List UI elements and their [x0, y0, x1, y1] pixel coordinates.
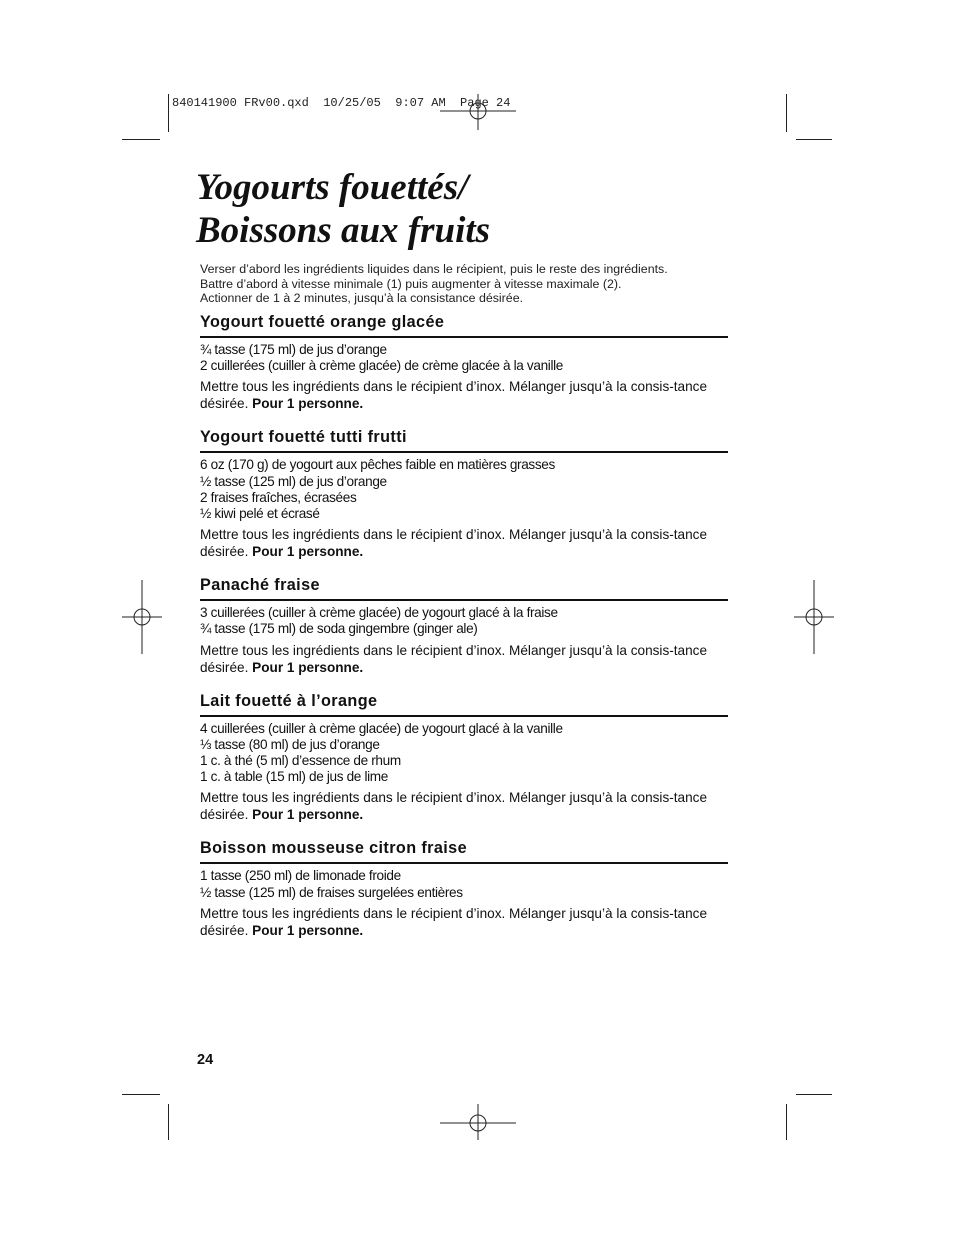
- registration-mark-top-icon: [440, 94, 516, 130]
- ingredient-list: [200, 868, 728, 900]
- recipe-lait-fouette-orange: [200, 690, 728, 824]
- ingredient-list: [200, 342, 728, 374]
- recipe-citron-fraise: [200, 837, 728, 938]
- ingredient-list: [200, 605, 728, 637]
- ingredient-line: ¾ tasse (175 ml) de jus d’orange: [200, 342, 387, 357]
- registration-mark-right-icon: [794, 580, 834, 654]
- recipe-method: [200, 642, 728, 676]
- ingredient-line: 1 c. à table (15 ml) de jus de lime: [200, 769, 388, 785]
- page-title-line-2: Boissons aux fruits: [196, 210, 491, 251]
- crop-mark-top-right-vertical: [786, 94, 787, 132]
- method-text: Mettre tous les ingrédients dans le récipient d’inox. Mélanger jusqu’à la consis-tance désirée.: [200, 790, 708, 823]
- recipe-method: [200, 905, 728, 939]
- page-title: [196, 166, 796, 252]
- page-title-line-1: Yogourts fouettés/: [196, 167, 469, 208]
- ingredient-line: ½ tasse (125 ml) de jus d’orange: [200, 473, 387, 489]
- registration-mark-bottom-icon: [440, 1104, 516, 1140]
- ingredient-line: 1 c. à thé (5 ml) d’essence de rhum: [200, 753, 401, 769]
- crop-mark-bottom-right-vertical: [786, 1104, 787, 1140]
- recipe-panache-fraise: [200, 574, 728, 675]
- page-number: 24: [197, 1052, 214, 1068]
- recipe-heading: Lait fouetté à l’orange: [200, 690, 728, 717]
- ingredient-line: ⅓ tasse (80 ml) de jus d’orange: [200, 736, 380, 752]
- crop-mark-bottom-left-horizontal: [122, 1094, 160, 1095]
- intro-line: Verser d’abord les ingrédients liquides dans le récipient, puis le reste des ingrédients.: [200, 262, 668, 276]
- serving-note: Pour 1 personne.: [252, 807, 364, 823]
- recipe-method: [200, 526, 728, 560]
- print-slug: 840141900 FRv00.qxd 10/25/05 9:07 AM Page 24: [172, 96, 511, 110]
- serving-note: Pour 1 personne.: [252, 544, 364, 560]
- recipe-orange-glacee: [200, 311, 728, 412]
- ingredient-list: [200, 457, 728, 522]
- ingredient-line: ¾ tasse (175 ml) de soda gingembre (ginger ale): [200, 621, 478, 637]
- ingredient-line: ½ kiwi pelé et écrasé: [200, 506, 320, 522]
- serving-note: Pour 1 personne.: [252, 922, 364, 938]
- ingredient-line: 6 oz (170 g) de yogourt aux pêches faible en matières grasses: [200, 457, 555, 473]
- recipe-heading: Yogourt fouetté tutti frutti: [200, 426, 728, 453]
- registration-mark-left-icon: [122, 580, 162, 654]
- crop-mark-top-right-horizontal: [796, 139, 832, 140]
- recipe-method: [200, 789, 728, 823]
- recipe-heading: Boisson mousseuse citron fraise: [200, 837, 728, 864]
- intro-line: Battre d’abord à vitesse minimale (1) puis augmenter à vitesse maximale (2).: [200, 276, 622, 291]
- ingredient-line: 4 cuillerées (cuiller à crème glacée) de yogourt glacé à la vanille: [200, 720, 563, 736]
- crop-mark-top-left-vertical: [168, 94, 169, 132]
- method-text: Mettre tous les ingrédients dans le récipient d’inox. Mélanger jusqu’à la consis-tance désirée.: [200, 379, 708, 412]
- serving-note: Pour 1 personne.: [252, 396, 364, 412]
- crop-mark-bottom-left-vertical: [168, 1104, 169, 1140]
- ingredient-line: 2 cuillerées (cuiller à crème glacée) de crème glacée à la vanille: [200, 358, 563, 374]
- method-text: Mettre tous les ingrédients dans le récipient d’inox. Mélanger jusqu’à la consis-tance désirée.: [200, 642, 708, 675]
- recipe-heading: Panaché fraise: [200, 574, 728, 601]
- recipe-heading: Yogourt fouetté orange glacée: [200, 311, 728, 338]
- ingredient-line: 3 cuillerées (cuiller à crème glacée) de yogourt glacé à la fraise: [200, 605, 558, 621]
- recipe-method: [200, 378, 728, 412]
- crop-mark-top-left-horizontal: [122, 139, 160, 140]
- crop-mark-bottom-right-horizontal: [796, 1094, 832, 1095]
- method-text: Mettre tous les ingrédients dans le récipient d’inox. Mélanger jusqu’à la consis-tance désirée.: [200, 905, 708, 938]
- serving-note: Pour 1 personne.: [252, 659, 364, 675]
- ingredient-line: ½ tasse (125 ml) de fraises surgelées entières: [200, 884, 463, 900]
- intro-line: Actionner de 1 à 2 minutes, jusqu’à la consistance désirée.: [200, 291, 524, 306]
- ingredient-line: 1 tasse (250 ml) de limonade froide: [200, 868, 401, 884]
- method-text: Mettre tous les ingrédients dans le récipient d’inox. Mélanger jusqu’à la consis-tance désirée.: [200, 527, 708, 560]
- recipe-tutti-frutti: [200, 426, 728, 560]
- intro-paragraph: [200, 262, 740, 306]
- recipe-list: [200, 311, 728, 939]
- ingredient-list: [200, 721, 728, 786]
- ingredient-line: 2 fraises fraîches, écrasées: [200, 489, 357, 505]
